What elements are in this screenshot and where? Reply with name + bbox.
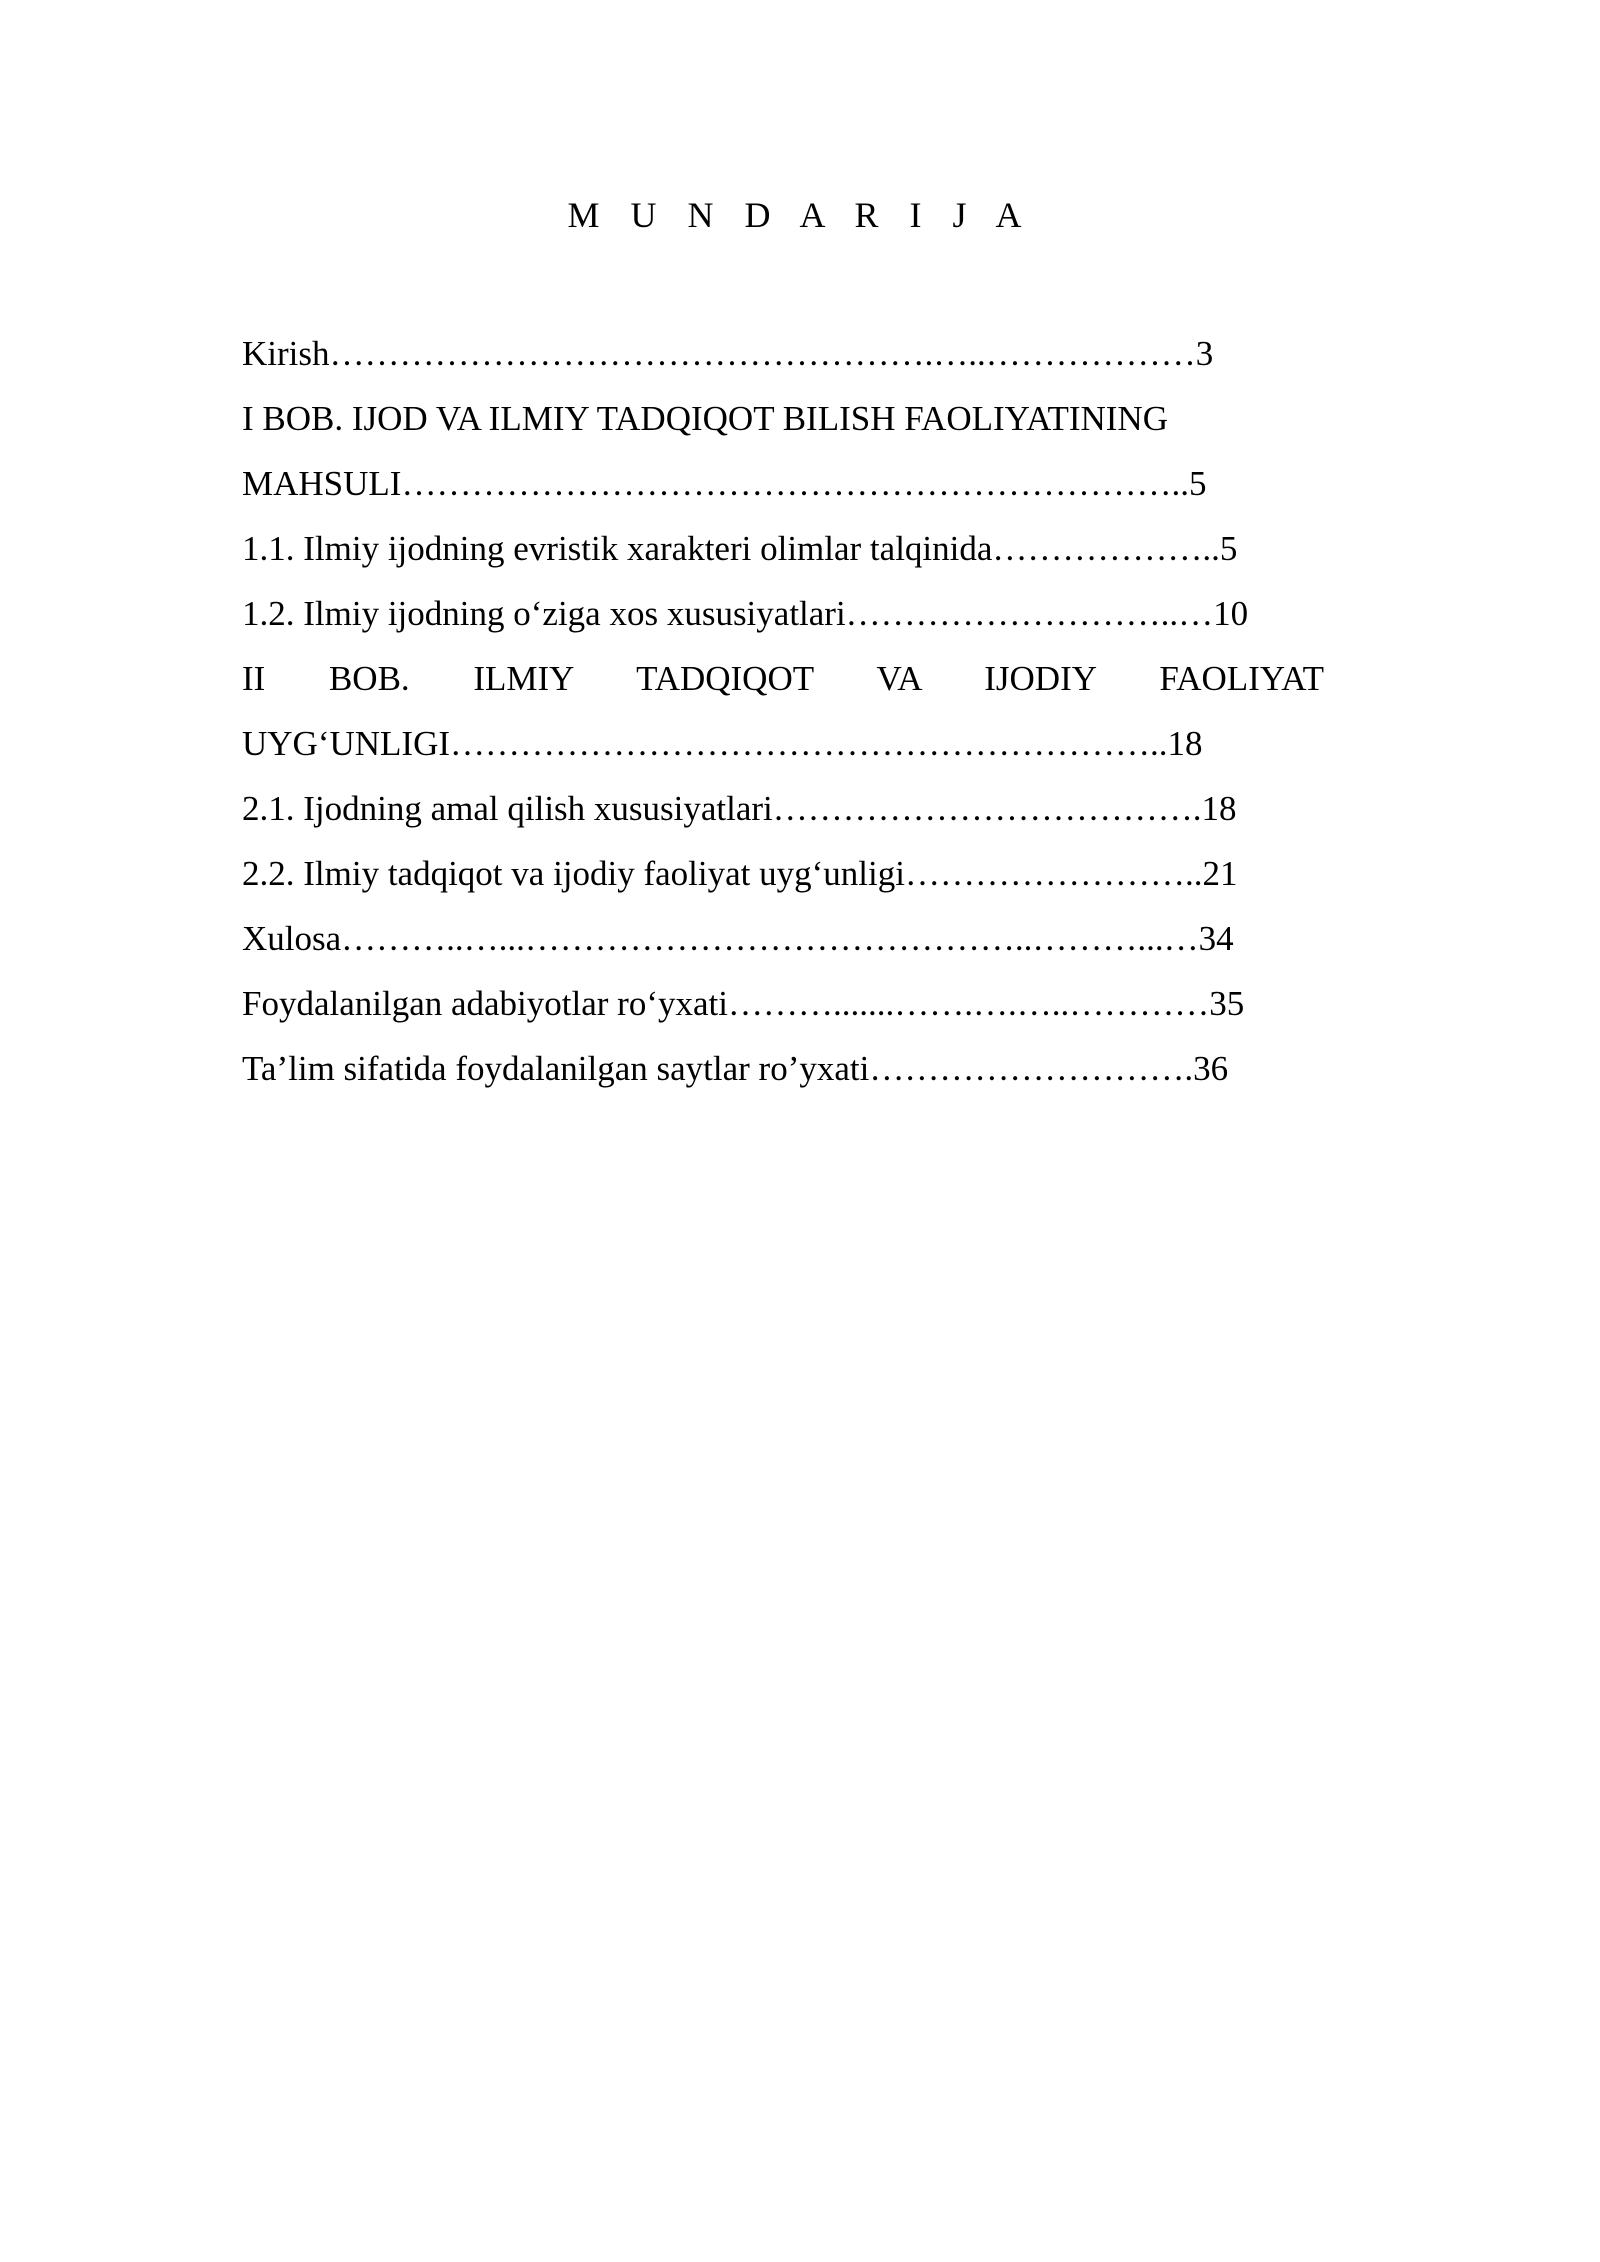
- toc-entry-websites: Ta’lim sifatida foydalanilgan saytlar ro’yxati……………………….36: [242, 1049, 1229, 1088]
- page-title: M U N D A R I J A: [567, 195, 1033, 235]
- toc-entry-section-2-2: 2.2. Ilmiy tadqiqot va ijodiy faoliyat uyg‘unligi……………………..21: [242, 854, 1238, 893]
- toc-entry-section-1-2: 1.2. Ilmiy ijodning o‘ziga xos xususiyatlari………………………..…10: [242, 594, 1249, 633]
- toc-entry-kirish: Kirish…………………………………………….…..………………3: [242, 334, 1214, 373]
- toc-entry-references: Foydalanilgan adabiyotlar ro‘yxati……….......…….….…..…………35: [242, 984, 1245, 1023]
- toc-entry-xulosa: Xulosa………..…...……………………………………..………...…34: [242, 919, 1234, 958]
- toc-entry-section-2-1: 2.1. Ijodning amal qilish xususiyatlari……………………………….18: [242, 789, 1237, 828]
- toc-entry-chapter-2-title-cont: UYG‘UNLIGI……………………………………………………..18: [242, 724, 1203, 763]
- toc-entry-chapter-1-title: I BOB. IJOD VA ILMIY TADQIQOT BILISH FAOLIYATINING: [242, 399, 1168, 438]
- table-of-contents: [242, 321, 1324, 1101]
- toc-entry-chapter-1-title-cont: MAHSULI…………………………………………………………..5: [242, 464, 1207, 503]
- toc-entry-section-1-1: 1.1. Ilmiy ijodning evristik xarakteri olimlar talqinida………………..5: [242, 529, 1238, 568]
- toc-entry-chapter-2-title: II BOB. ILMIY TADQIQOT VA IJODIY FAOLIYAT: [242, 659, 1324, 698]
